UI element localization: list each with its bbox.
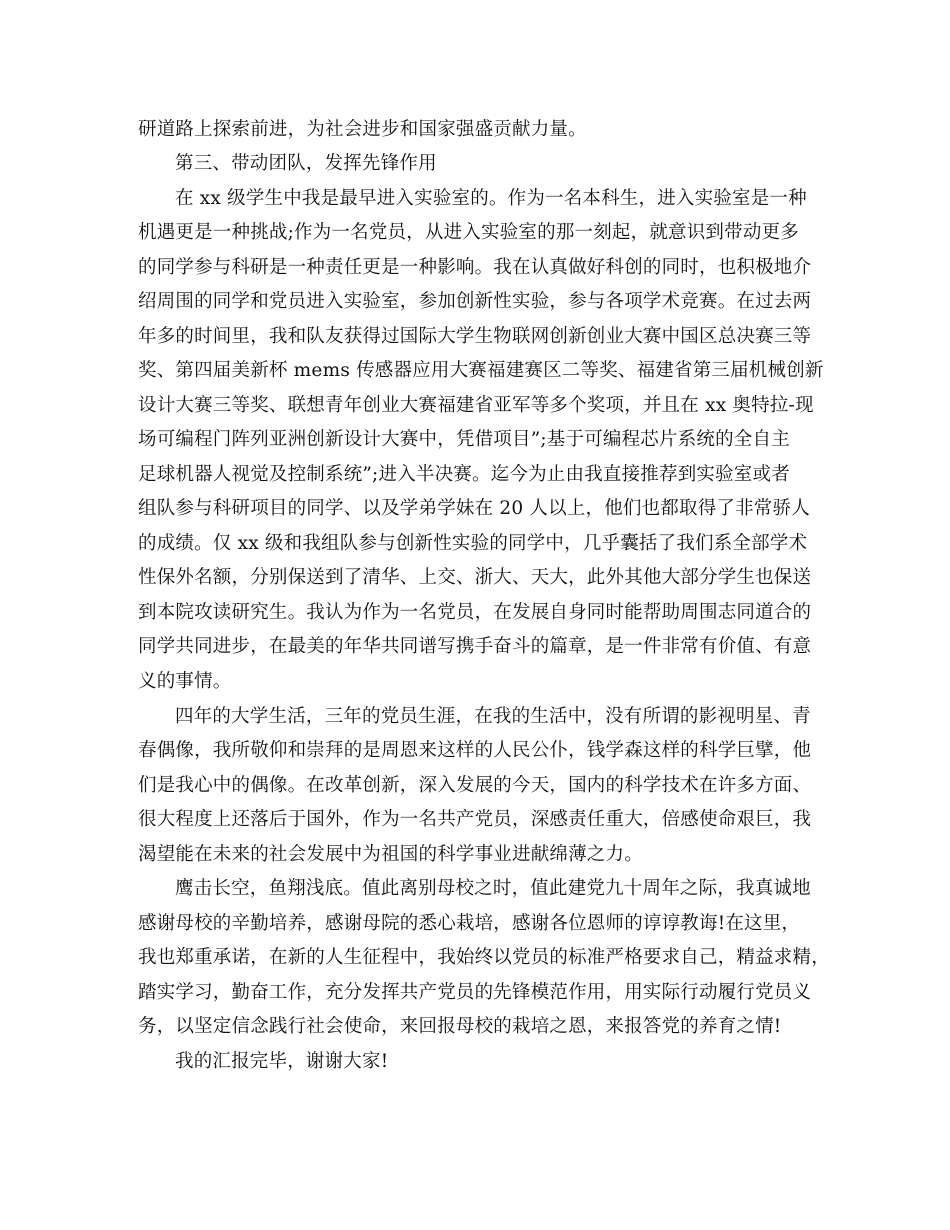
text-line: 很大程度上还落后于国外，作为一名共产党员，深感责任重大，倍感使命艰巨，我 (138, 809, 812, 830)
text-line: 渴望能在未来的社会发展中为祖国的科学事业进献绵薄之力。 (138, 844, 643, 865)
text-line: 设计大赛三等奖、联想青年创业大赛福建省亚军等多个奖项，并且在 xx 奥特拉-现 (138, 395, 814, 416)
text-line: 务，以坚定信念践行社会使命，来回报母校的栽培之恩，来报答党的养育之情! (138, 1016, 782, 1037)
section-heading: 第三、带动团队，发挥先锋作用 (175, 153, 437, 174)
text-line: 们是我心中的偶像。在改革创新，深入发展的今天，国内的科学技术在许多方面、 (138, 775, 812, 796)
text-line: 组队参与科研项目的同学、以及学弟学妹在 20 人以上，他们也都取得了非常骄人 (138, 498, 810, 519)
text-line: 年多的时间里，我和队友获得过国际大学生物联网创新创业大赛中国区总决赛三等 (138, 326, 812, 347)
text-line: 场可编程门阵列亚洲创新设计大赛中，凭借项目”;基于可编程芯片系统的全自主 (138, 429, 790, 450)
text-line: 绍周围的同学和党员进入实验室，参加创新性实验，参与各项学术竞赛。在过去两 (138, 291, 812, 312)
text-line: 鹰击长空，鱼翔浅底。值此离别母校之时，值此建党九十周年之际，我真诚地 (175, 878, 811, 899)
text-line: 感谢母校的辛勤培养，感谢母院的悉心栽培，感谢各位恩师的谆谆教诲!在这里， (138, 913, 801, 934)
text-line: 春偶像，我所敬仰和崇拜的是周恩来这样的人民公仆，钱学森这样的科学巨擘，他 (138, 740, 812, 761)
text-line: 同学共同进步，在最美的年华共同谱写携手奋斗的篇章，是一件非常有价值、有意 (138, 636, 812, 657)
text-line: 机遇更是一种挑战;作为一名党员，从进入实验室的那一刻起，就意识到带动更多 (138, 222, 799, 243)
text-line: 到本院攻读研究生。我认为作为一名党员，在发展自身同时能帮助周围志同道合的 (138, 602, 812, 623)
text-line: 踏实学习，勤奋工作，充分发挥共产党员的先锋模范作用，用实际行动履行党员义 (138, 982, 812, 1003)
text-line: 我也郑重承诺，在新的人生征程中，我始终以党员的标准严格要求自己，精益求精， (138, 947, 830, 968)
text-line: 的成绩。仅 xx 级和我组队参与创新性实验的同学中，几乎囊括了我们系全部学术 (138, 533, 808, 554)
text-line: 研道路上探索前进，为社会进步和国家强盛贡献力量。 (138, 119, 587, 140)
closing-line: 我的汇报完毕，谢谢大家! (175, 1051, 389, 1072)
text-line: 性保外名额，分别保送到了清华、上交、浙大、天大，此外其他大部分学生也保送 (138, 567, 812, 588)
text-line: 在 xx 级学生中我是最早进入实验室的。作为一名本科生，进入实验室是一种 (175, 188, 807, 209)
text-line: 的同学参与科研是一种责任更是一种影响。我在认真做好科创的同时，也积极地介 (138, 257, 812, 278)
text-line: 义的事情。 (138, 671, 232, 692)
text-line: 四年的大学生活，三年的党员生涯，在我的生活中，没有所谓的影视明星、青 (175, 706, 811, 727)
text-line: 奖、第四届美新杯 mems 传感器应用大赛福建赛区二等奖、福建省第三届机械创新 (138, 360, 824, 381)
text-line: 足球机器人视觉及控制系统”;进入半决赛。迄今为止由我直接推荐到实验室或者 (138, 464, 790, 485)
